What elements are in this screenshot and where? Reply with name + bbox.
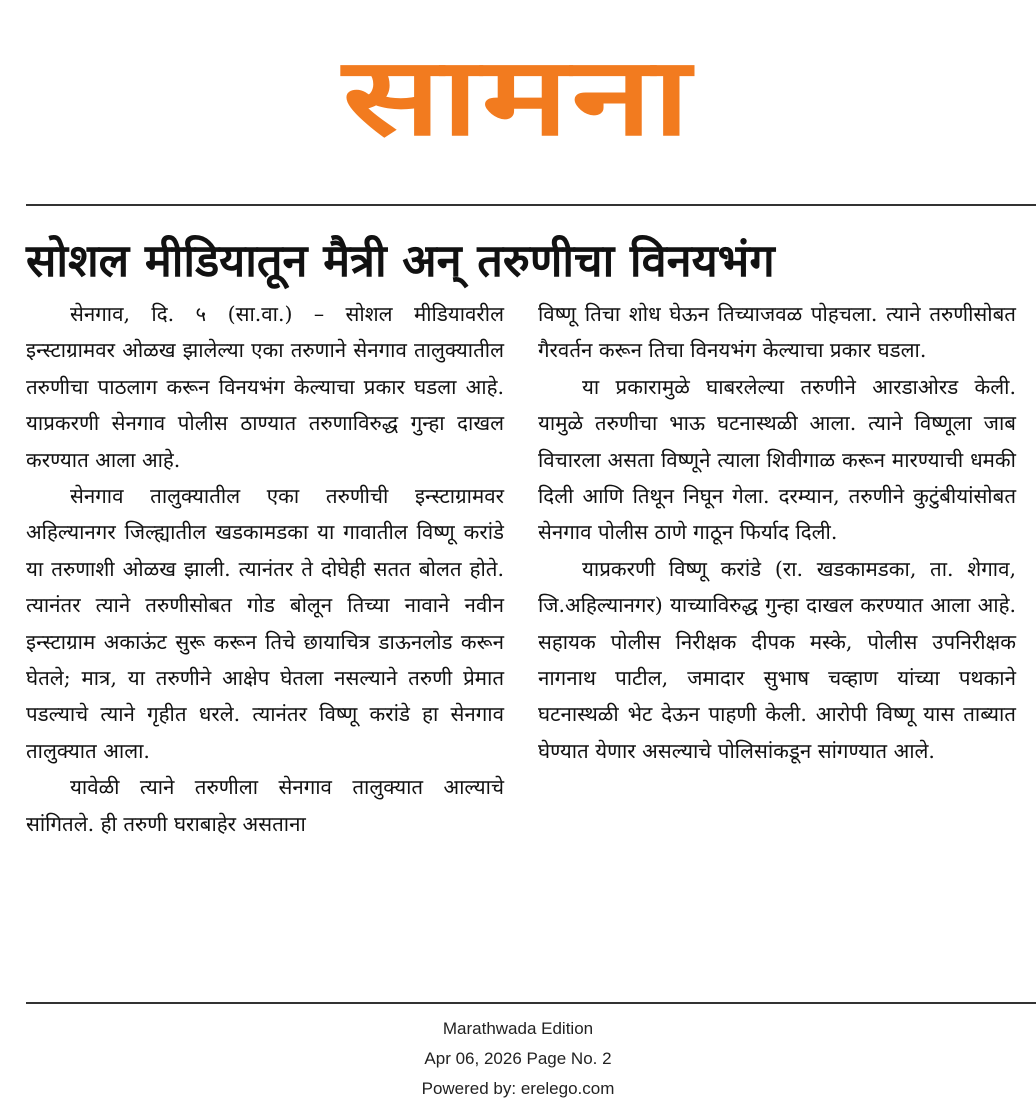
article-headline: सोशल मीडियातून मैत्री अन् तरुणीचा विनयभंग <box>26 234 775 287</box>
article-paragraph-continued: विष्णू तिचा शोध घेऊन तिच्याजवळ पोहचला. त्याने तरुणीसोबत गैरवर्तन करून तिचा विनयभंग केल्याचा प्रकार घडला. <box>538 302 1016 363</box>
article-paragraph: सेनगाव तालुक्यातील एका तरुणीची इन्स्टाग्रामवर अहिल्यानगर जिल्ह्यातील खडकामडका या गावातील विष्णू करांडे या तरुणाशी ओळख झाली. त्यानंतर ते दोघेही सतत बोलत होते. त्यानंतर त्याने तरुणीसोबत गोड बोलून तिच्या नावाने नवीन इन्स्टाग्राम अकाऊंट सुरू करून तिचे छायाचित्र डाऊनलोड करून घेतले; मात्र, या तरुणीने आक्षेप घेतला नसल्याने तरुणी प्रेमात पडल्याचे त्याने गृहीत धरले. त्यानंतर विष्णू करांडे हा सेनगाव तालुक्यात आला. <box>26 484 504 763</box>
masthead <box>0 35 1036 160</box>
article-paragraph: सेनगाव, दि. ५ (सा.वा.) – सोशल मीडियावरील इन्स्टाग्रामवर ओळख झालेल्या एका तरुणाने सेनगाव तालुक्यातील तरुणीचा पाठलाग करून विनयभंग केल्याचा प्रकार घडला आहे. याप्रकरणी सेनगाव पोलीस ठाण्यात तरुणाविरुद्ध गुन्हा दाखल करण्यात आला आहे. <box>26 302 504 472</box>
article-body <box>26 296 1032 996</box>
edition-label: Marathwada Edition <box>442 1019 594 1038</box>
date-page-label: Apr 06, 2026 Page No. 2 <box>424 1049 612 1068</box>
powered-by-label: Powered by: erelego.com <box>421 1079 615 1098</box>
article-paragraph: या प्रकारामुळे घाबरलेल्या तरुणीने आरडाओरड केली. यामुळे तरुणीचा भाऊ घटनास्थळी आला. त्याने विष्णूला जाब विचारला असता विष्णूने त्याला शिवीगाळ करून मारण्याची धमकी दिली आणि तिथून निघून गेला. दरम्यान, तरुणीने कुटुंबीयांसोबत सेनगाव पोलीस ठाणे गाठून फिर्याद दिली. <box>538 374 1016 545</box>
page-footer <box>0 1014 1036 1104</box>
newspaper-logo: सामना <box>342 35 694 160</box>
top-divider <box>26 204 1036 206</box>
article-paragraph: यावेळी त्याने तरुणीला सेनगाव तालुक्यात आल्याचे सांगितले. ही तरुणी घराबाहेर असताना <box>26 775 504 836</box>
article-column-left <box>26 296 504 842</box>
article-paragraph: याप्रकरणी विष्णू करांडे (रा. खडकामडका, ता. शेगाव, जि.अहिल्यानगर) याच्याविरुद्ध गुन्हा दाखल करण्यात आला आहे. सहायक पोलीस निरीक्षक दीपक मस्के, पोलीस उपनिरीक्षक नागनाथ पाटील, जमादार सुभाष चव्हाण यांच्या पथकाने घटनास्थळी भेट देऊन पाहणी केली. आरोपी विष्णू यास ताब्यात घेण्यात येणार असल्याचे पोलिसांकडून सांगण्यात आले. <box>538 556 1016 763</box>
bottom-divider <box>26 1002 1036 1004</box>
article-column-right <box>538 296 1016 769</box>
